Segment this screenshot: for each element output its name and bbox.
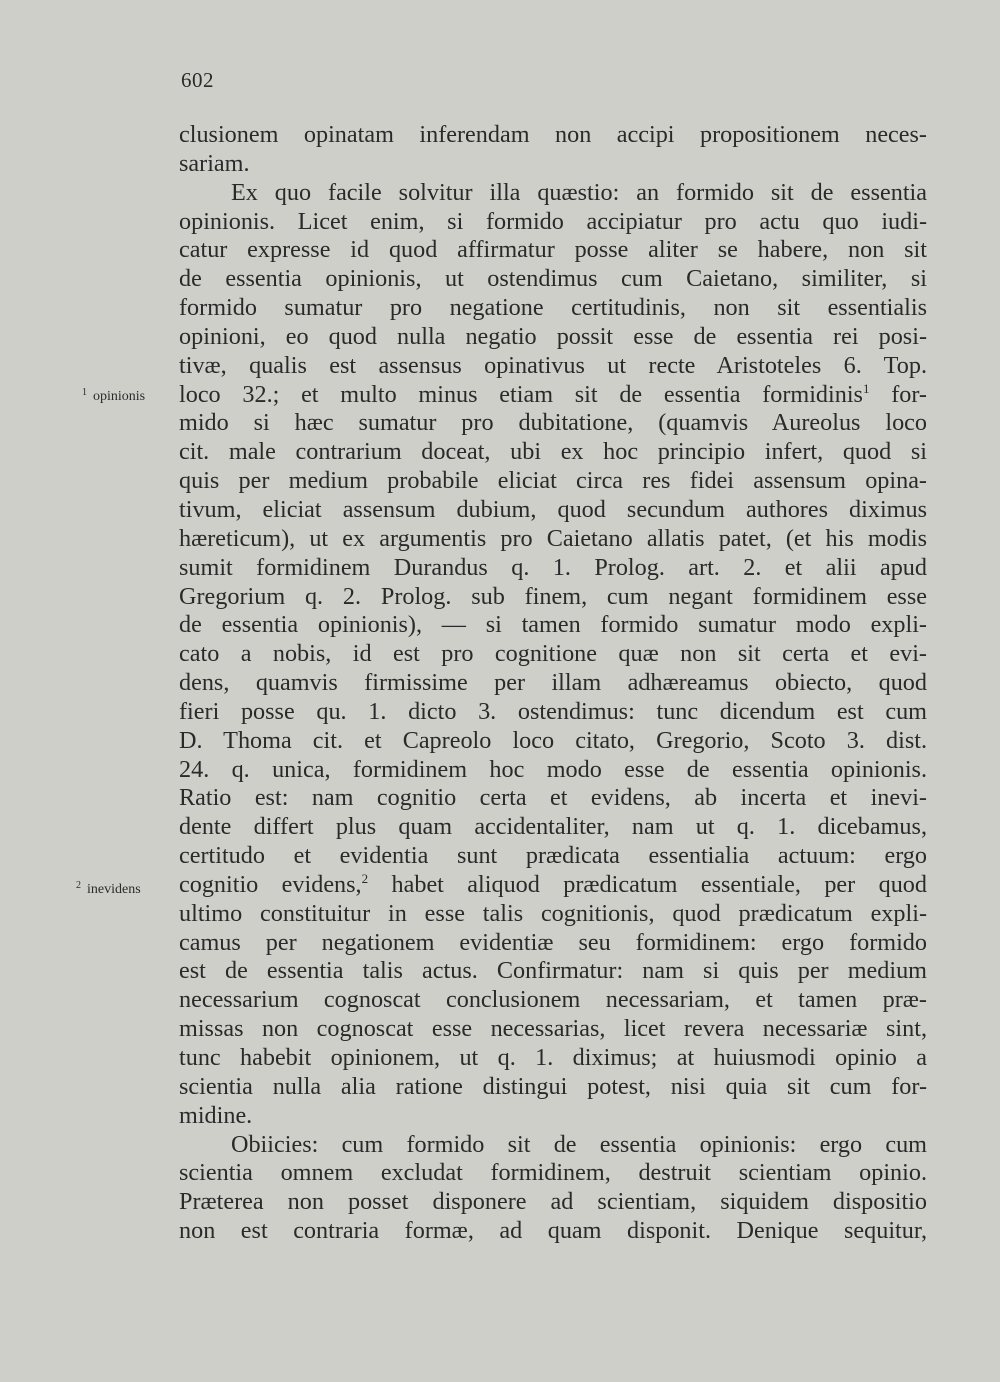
text-line bbox=[179, 179, 927, 208]
text-line bbox=[179, 1188, 927, 1217]
text-line-content: scientia omnem excludat formidinem, destruit scientiam opinio. bbox=[179, 1159, 927, 1187]
text-line bbox=[179, 121, 927, 150]
text-line-content: midine. bbox=[179, 1101, 253, 1129]
text-line-content: ultimo constituitur in esse talis cognitionis, quod prædicatum expli- bbox=[179, 899, 927, 927]
text-line-content: Ratio est: nam cognitio certa et evidens, ab incerta et inevi- bbox=[179, 784, 927, 812]
text-line bbox=[179, 150, 927, 179]
text-line-content: sumit formidinem Durandus q. 1. Prolog. art. 2. et alii apud bbox=[179, 553, 927, 581]
margin-note-1-text: opinionis bbox=[93, 389, 146, 404]
text-line bbox=[179, 842, 927, 871]
text-line bbox=[179, 438, 927, 467]
text-line-content: catur expresse id quod affirmatur posse aliter se habere, non sit bbox=[179, 236, 927, 264]
text-line bbox=[179, 698, 927, 727]
text-line-content: missas non cognoscat esse necessarias, licet revera necessariæ sint, bbox=[179, 1015, 927, 1043]
text-line-content: formido sumatur pro negatione certitudinis, non sit essentialis bbox=[179, 294, 927, 322]
text-line bbox=[179, 784, 927, 813]
page-number: 602 bbox=[181, 68, 214, 92]
text-line bbox=[179, 727, 927, 756]
footnote-marker: 2 bbox=[361, 870, 369, 886]
text-line bbox=[179, 756, 927, 785]
text-line-content: Gregorium q. 2. Prolog. sub finem, cum negant formidinem esse bbox=[179, 582, 927, 610]
text-line-content: quis per medium probabile eliciat circa res fidei assensum opina- bbox=[179, 467, 927, 495]
text-line-content: clusionem opinatam inferendam non accipi propositionem neces- bbox=[179, 121, 927, 148]
footnote-marker: 1 bbox=[862, 380, 870, 396]
text-line bbox=[179, 1102, 927, 1131]
text-line bbox=[179, 871, 927, 900]
text-line-continuation: habet aliquod prædicatum essentiale, per quod bbox=[368, 870, 927, 898]
margin-note-1 bbox=[82, 387, 145, 405]
text-line bbox=[179, 1159, 927, 1188]
text-line bbox=[179, 986, 927, 1015]
margin-note-2-number: 2 bbox=[76, 880, 81, 891]
text-line-continuation: for- bbox=[869, 380, 927, 408]
text-line-content: loco 32.; et multo minus etiam sit de essentia formidinis bbox=[179, 380, 863, 408]
text-line-content: cato a nobis, id est pro cognitione quæ non sit certa et evi- bbox=[179, 640, 927, 668]
text-line-content: Obiicies: cum formido sit de essentia opinionis: ergo cum bbox=[231, 1130, 927, 1158]
text-line-content: dens, quamvis firmissime per illam adhæreamus obiecto, quod bbox=[179, 669, 927, 697]
text-line bbox=[179, 900, 927, 929]
text-line bbox=[179, 611, 927, 640]
text-line-content: Præterea non posset disponere ad scientiam, siquidem dispositio bbox=[179, 1188, 927, 1216]
text-line bbox=[179, 929, 927, 958]
text-line-content: fieri posse qu. 1. dicto 3. ostendimus: tunc dicendum est cum bbox=[179, 697, 927, 725]
text-line bbox=[179, 1044, 927, 1073]
text-line bbox=[179, 813, 927, 842]
text-line-content: cognitio evidens, bbox=[179, 870, 362, 898]
text-line bbox=[179, 1131, 927, 1160]
text-line bbox=[179, 1015, 927, 1044]
text-line-content: hæreticum), ut ex argumentis pro Caietano allatis patet, (et his modis bbox=[179, 524, 927, 552]
text-line-content: opinionis. Licet enim, si formido accipiatur pro actu quo iudi- bbox=[179, 207, 927, 235]
text-line-content: tunc habebit opinionem, ut q. 1. diximus; at huiusmodi opinio a bbox=[179, 1044, 927, 1071]
text-line-content: scientia nulla alia ratione distingui potest, nisi quia sit cum for- bbox=[179, 1072, 927, 1100]
text-line bbox=[179, 640, 927, 669]
text-line bbox=[179, 525, 927, 554]
text-line bbox=[179, 409, 927, 438]
text-line-content: camus per negationem evidentiæ seu formidinem: ergo formido bbox=[179, 928, 927, 956]
margin-note-1-number: 1 bbox=[82, 387, 87, 398]
text-line bbox=[179, 294, 927, 323]
text-line-content: sariam. bbox=[179, 149, 250, 177]
text-line bbox=[179, 236, 927, 265]
text-line bbox=[179, 957, 927, 986]
body-text bbox=[179, 121, 927, 1246]
text-line-content: tivum, eliciat assensum dubium, quod secundum authores diximus bbox=[179, 495, 927, 523]
text-line bbox=[179, 323, 927, 352]
text-line bbox=[179, 467, 927, 496]
text-line bbox=[179, 496, 927, 525]
text-line-content: dente differt plus quam accidentaliter, nam ut q. 1. dicebamus, bbox=[179, 813, 927, 841]
text-line bbox=[179, 554, 927, 583]
text-line-content: de essentia opinionis), — si tamen formido sumatur modo expli- bbox=[179, 611, 927, 639]
text-line bbox=[179, 208, 927, 237]
text-line-content: 24. q. unica, formidinem hoc modo esse de essentia opinionis. bbox=[179, 755, 927, 783]
text-line bbox=[179, 381, 927, 410]
text-line bbox=[179, 352, 927, 381]
text-line-content: mido si hæc sumatur pro dubitatione, (quamvis Aureolus loco bbox=[179, 409, 927, 437]
text-line bbox=[179, 669, 927, 698]
text-line-content: Ex quo facile solvitur illa quæstio: an formido sit de essentia bbox=[231, 178, 927, 206]
margin-note-2-text: inevidens bbox=[87, 882, 141, 897]
text-line-content: de essentia opinionis, ut ostendimus cum Caietano, similiter, si bbox=[179, 265, 927, 293]
text-line-content: certitudo et evidentia sunt prædicata essentialia actuum: ergo bbox=[179, 842, 927, 870]
text-line-content: tivæ, qualis est assensus opinativus ut recte Aristoteles 6. Top. bbox=[179, 351, 927, 379]
margin-note-2 bbox=[76, 880, 141, 898]
text-line-content: necessarium cognoscat conclusionem necessariam, et tamen præ- bbox=[179, 986, 927, 1014]
text-line-content: cit. male contrarium doceat, ubi ex hoc principio infert, quod si bbox=[179, 438, 927, 466]
text-line bbox=[179, 1073, 927, 1102]
text-line-content: opinioni, eo quod nulla negatio possit esse de essentia rei posi- bbox=[179, 322, 927, 350]
text-line-content: D. Thoma cit. et Capreolo loco citato, Gregorio, Scoto 3. dist. bbox=[179, 726, 927, 754]
text-line bbox=[179, 265, 927, 294]
text-line-content: non est contraria formæ, ad quam disponit. Denique sequitur, bbox=[179, 1217, 927, 1245]
text-line bbox=[179, 583, 927, 612]
text-line-content: est de essentia talis actus. Confirmatur: nam si quis per medium bbox=[179, 957, 927, 985]
text-line bbox=[179, 1217, 927, 1246]
